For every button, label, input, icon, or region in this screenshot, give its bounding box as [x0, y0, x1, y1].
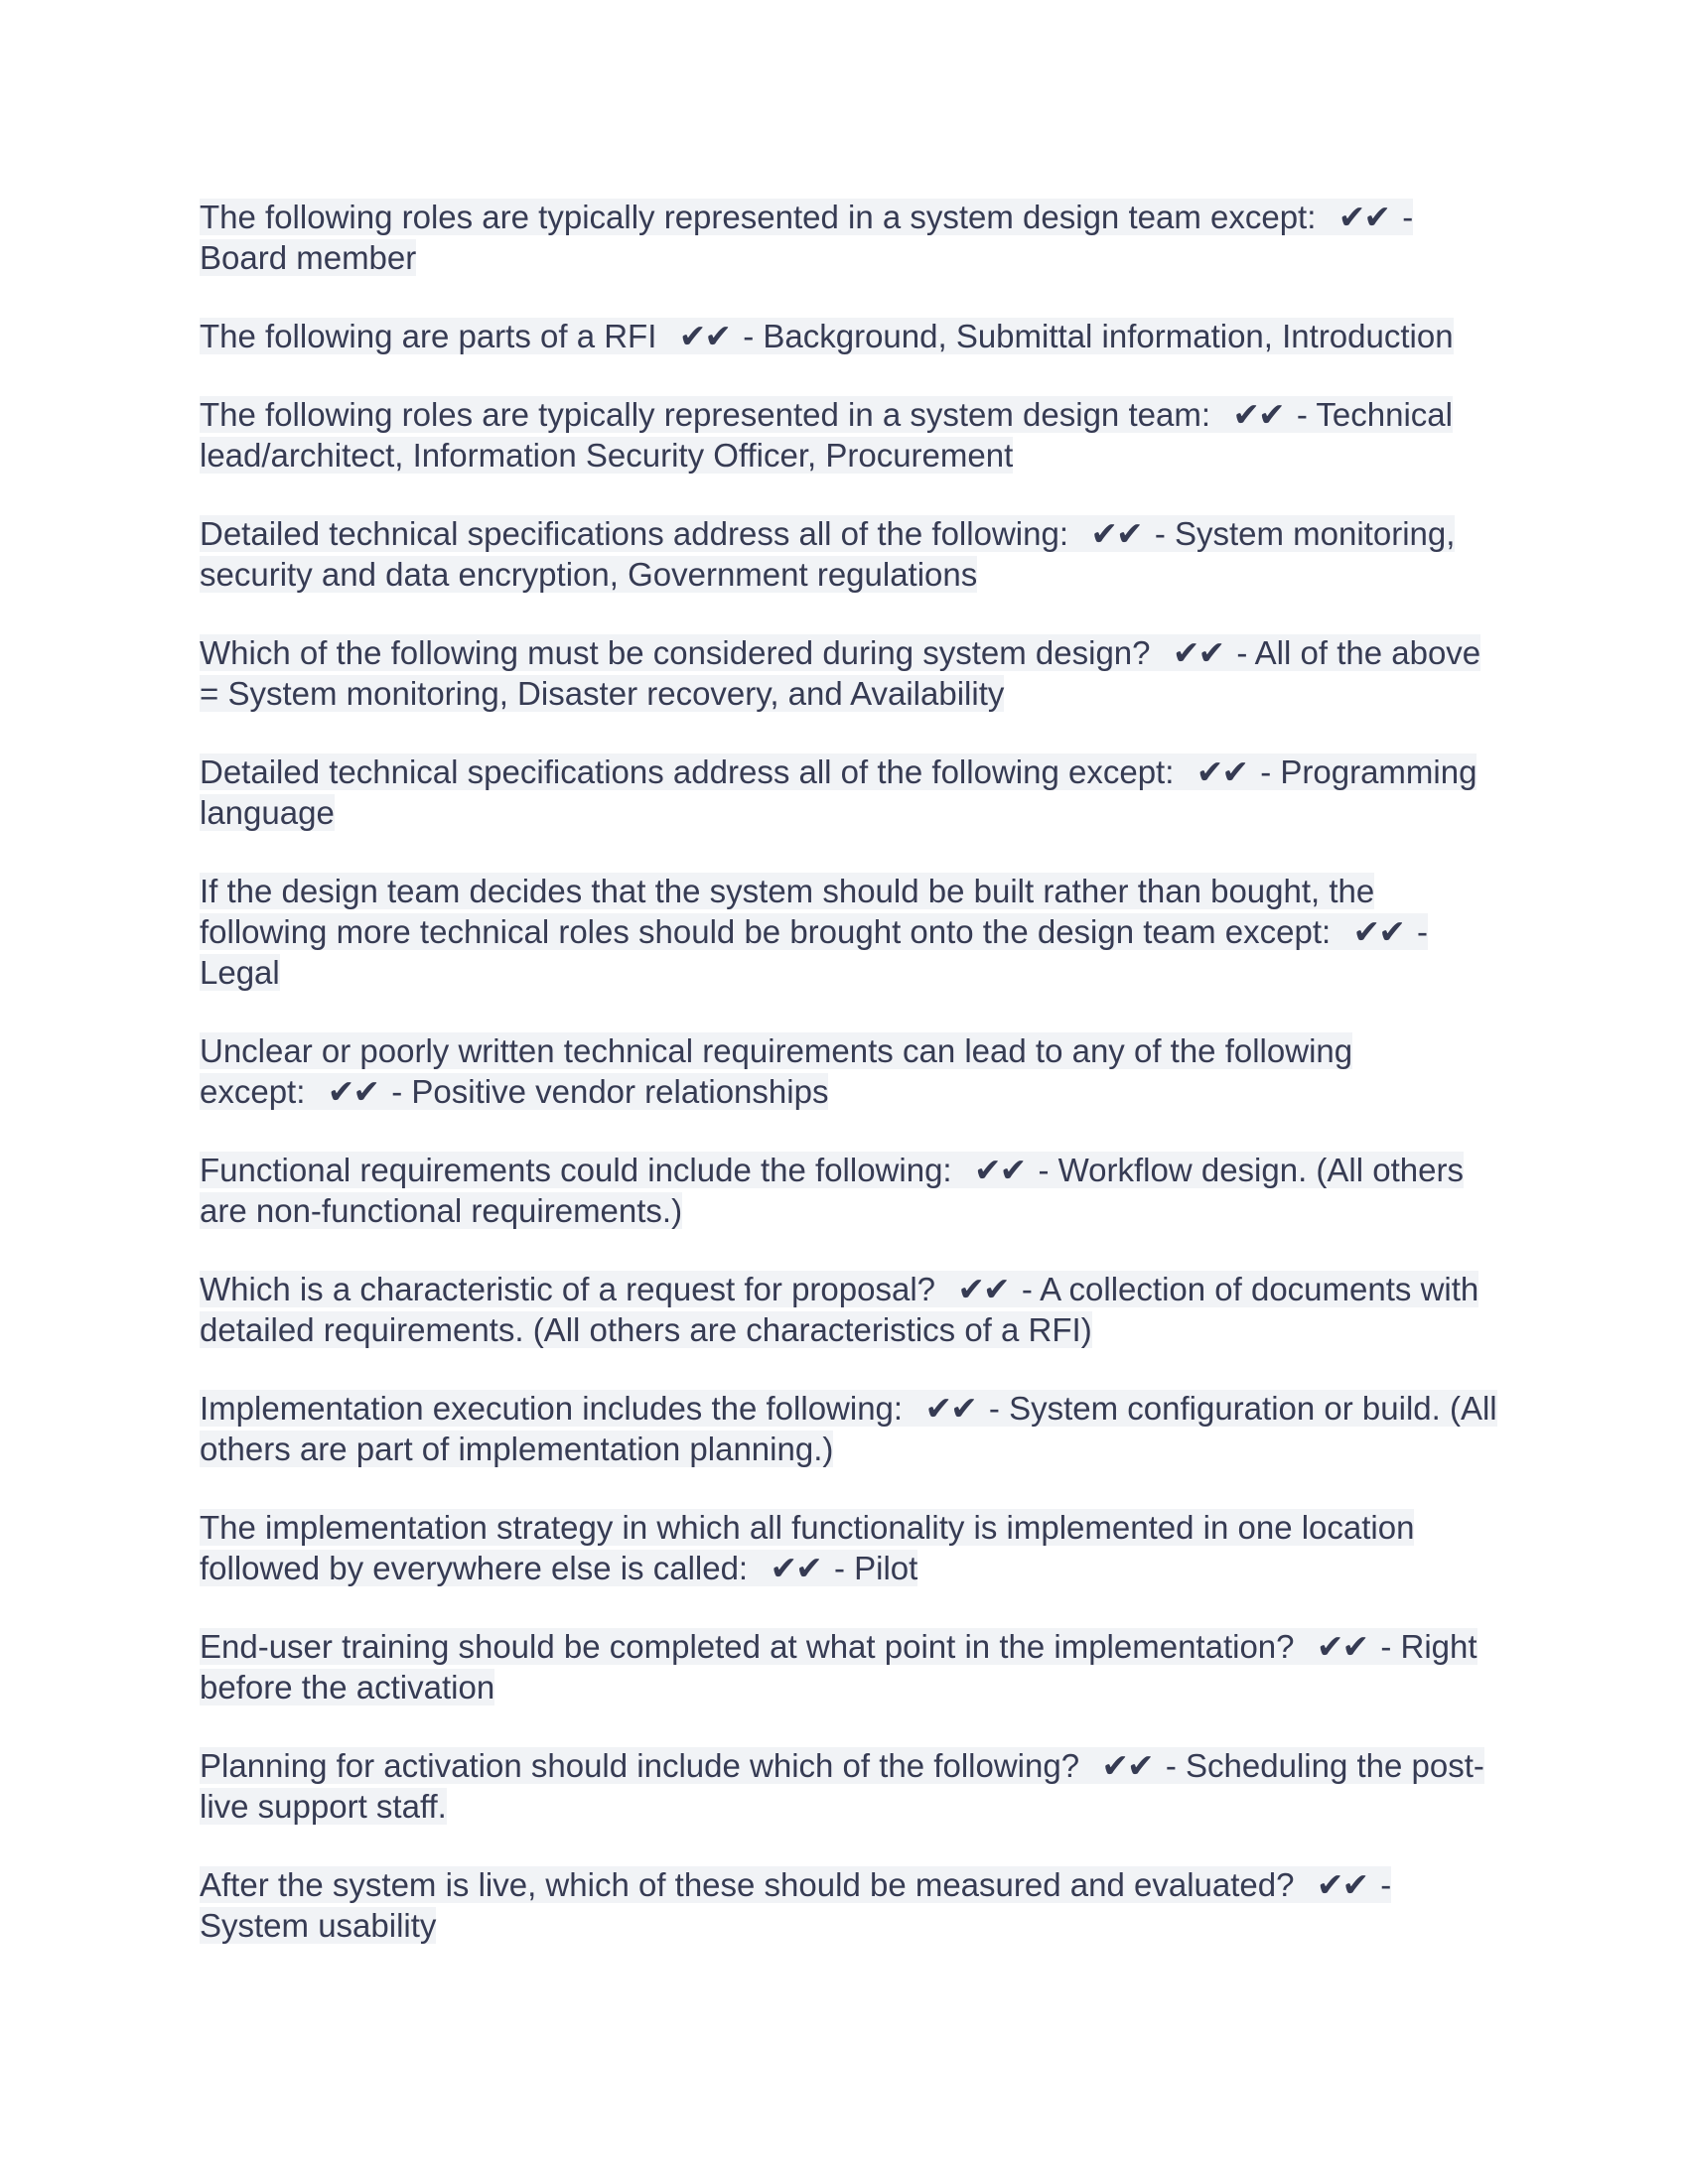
check-marks-icon: ✔✔ — [973, 1152, 1026, 1188]
qa-item — [200, 1388, 1500, 1469]
check-marks-icon: ✔✔ — [1352, 913, 1404, 950]
question-text: Planning for activation should include which of the following? — [200, 1747, 1080, 1784]
answer-text: - Right before the activation — [200, 1628, 1477, 1706]
qa-item — [200, 197, 1500, 278]
qa-item — [200, 316, 1500, 356]
question-text: The implementation strategy in which all functionality is implemented in one location followed by everywhere else is called: — [200, 1509, 1415, 1586]
check-marks-icon: ✔✔ — [678, 318, 731, 354]
question-text: Which of the following must be considered during system design? — [200, 634, 1151, 671]
answer-text: - System monitoring, security and data encryption, Government regulations — [200, 515, 1456, 593]
check-marks-icon: ✔✔ — [1316, 1628, 1368, 1665]
qa-item — [200, 1030, 1500, 1112]
answer-text: - System usability — [200, 1866, 1392, 1944]
check-marks-icon: ✔✔ — [1196, 753, 1248, 790]
qa-item — [200, 1507, 1500, 1588]
question-text: Implementation execution includes the following: — [200, 1390, 904, 1427]
answer-text: - Technical lead/architect, Information Security Officer, Procurement — [200, 396, 1453, 474]
qa-item — [200, 1626, 1500, 1707]
document-body — [200, 197, 1500, 1983]
check-marks-icon: ✔✔ — [957, 1271, 1009, 1307]
answer-text: - Board member — [200, 199, 1414, 276]
answer-text: - Pilot — [833, 1550, 918, 1586]
check-marks-icon: ✔✔ — [1172, 634, 1224, 671]
question-text: The following are parts of a RFI — [200, 318, 657, 354]
answer-text: - Positive vendor relationships — [391, 1073, 829, 1110]
qa-item — [200, 871, 1500, 993]
qa-item — [200, 1269, 1500, 1350]
check-marks-icon: ✔✔ — [1337, 199, 1390, 235]
question-text: The following roles are typically represented in a system design team except: — [200, 199, 1317, 235]
check-marks-icon: ✔✔ — [1232, 396, 1284, 433]
check-marks-icon: ✔✔ — [770, 1550, 821, 1586]
question-text: If the design team decides that the system should be built rather than bought, the following more technical roles should be brought onto the design team except: — [200, 873, 1375, 950]
answer-text: - A collection of documents with detailed requirements. (All others are characteristics of a RFI) — [200, 1271, 1479, 1348]
check-marks-icon: ✔✔ — [1101, 1747, 1153, 1784]
qa-item — [200, 1745, 1500, 1827]
qa-item — [200, 1150, 1500, 1231]
answer-text: - Background, Submittal information, Introduction — [743, 318, 1454, 354]
qa-item — [200, 1864, 1500, 1946]
qa-item — [200, 632, 1500, 714]
qa-item — [200, 394, 1500, 476]
question-text: The following roles are typically represented in a system design team: — [200, 396, 1210, 433]
question-text: End-user training should be completed at what point in the implementation? — [200, 1628, 1295, 1665]
check-marks-icon: ✔✔ — [327, 1073, 379, 1110]
question-text: After the system is live, which of these should be measured and evaluated? — [200, 1866, 1295, 1903]
check-marks-icon: ✔✔ — [1090, 515, 1142, 552]
answer-text: - System configuration or build. (All others are part of implementation planning.) — [200, 1390, 1497, 1467]
question-text: Detailed technical specifications address all of the following except: — [200, 753, 1175, 790]
question-text: Detailed technical specifications address all of the following: — [200, 515, 1068, 552]
qa-item — [200, 513, 1500, 595]
question-text: Which is a characteristic of a request for proposal? — [200, 1271, 936, 1307]
answer-text: - Workflow design. (All others are non-functional requirements.) — [200, 1152, 1464, 1229]
question-text: Functional requirements could include the following: — [200, 1152, 952, 1188]
qa-item — [200, 751, 1500, 833]
check-marks-icon: ✔✔ — [1316, 1866, 1368, 1903]
question-text: Unclear or poorly written technical requirements can lead to any of the following except: — [200, 1032, 1353, 1110]
answer-text: - Legal — [200, 913, 1429, 991]
answer-text: - Scheduling the post-live support staff. — [200, 1747, 1484, 1825]
answer-text: - Programming language — [200, 753, 1477, 831]
answer-text: - All of the above = System monitoring, Disaster recovery, and Availability — [200, 634, 1481, 712]
check-marks-icon: ✔✔ — [924, 1390, 976, 1427]
